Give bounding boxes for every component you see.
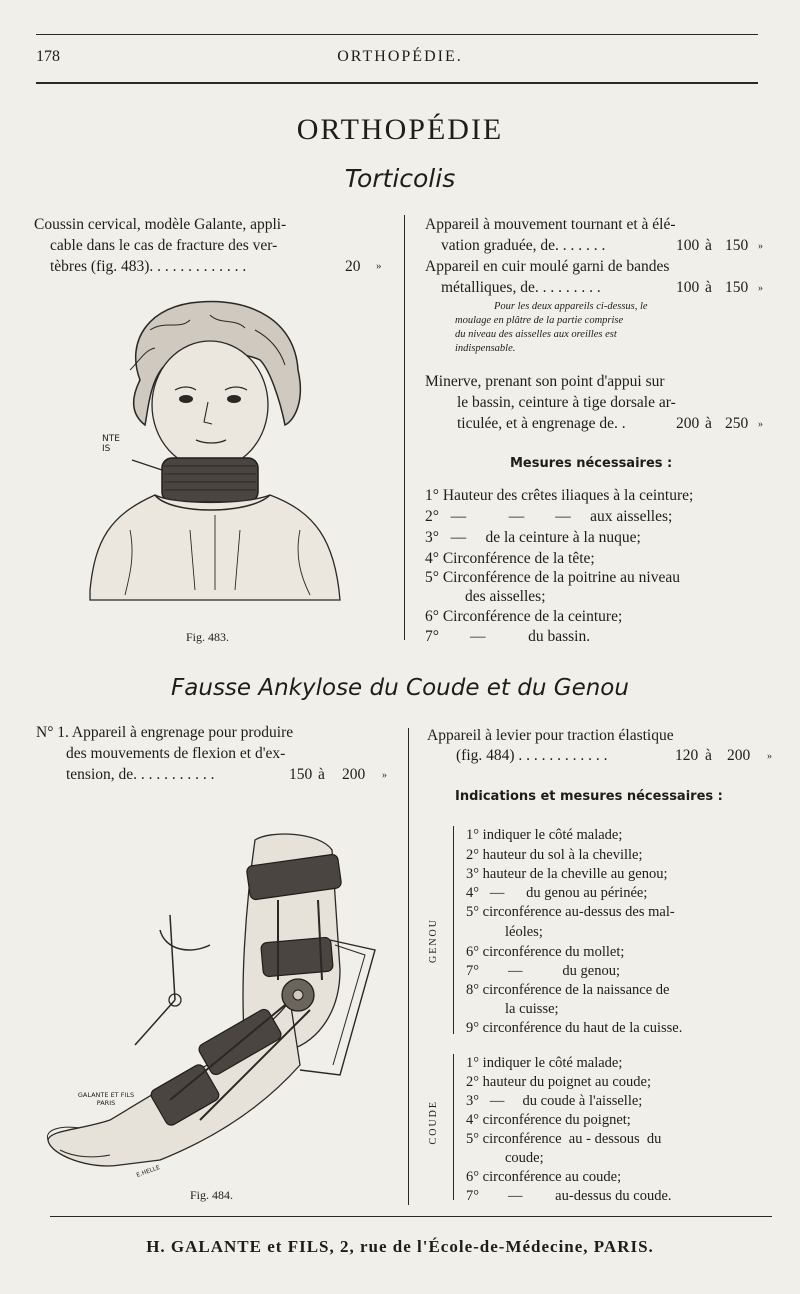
genou-label: GENOU <box>428 918 439 963</box>
coude-line: 5° circonférence au - dessous du <box>466 1131 662 1147</box>
item-line: tèbres (fig. 483). . . . . . . . . . . . . <box>50 258 247 275</box>
price-to: 200 <box>727 747 751 764</box>
price-a: à <box>705 237 712 254</box>
coude-line: 4° circonférence du poignet; <box>466 1112 631 1128</box>
genou-line: 6° circonférence du mollet; <box>466 944 625 960</box>
genou-line: 1° indiquer le côté malade; <box>466 827 623 843</box>
price-from: 100 <box>676 237 700 254</box>
price-to: 150 <box>725 237 749 254</box>
coude-line: 3° — du coude à l'aisselle; <box>466 1093 643 1109</box>
price-to: 150 <box>725 279 749 296</box>
item-line: ticulée, et à engrenage de. . <box>457 415 626 432</box>
item-line: le bassin, ceinture à tige dorsale ar- <box>457 394 676 411</box>
price-unit: » <box>758 419 763 430</box>
measure-line: 6° Circonférence de la ceinture; <box>425 608 623 625</box>
column-divider-bottom <box>408 728 409 1205</box>
note-line: du niveau des aisselles aux oreilles est <box>455 329 617 340</box>
item-price: 20 <box>345 258 361 275</box>
price-a: à <box>705 279 712 296</box>
item-line: des mouvements de flexion et d'ex- <box>66 745 286 762</box>
measure-line: des aisselles; <box>465 588 546 605</box>
price-unit: » <box>758 241 763 252</box>
price-from: 120 <box>675 747 699 764</box>
measures-title: Mesures nécessaires : <box>510 456 673 471</box>
price-unit: » <box>767 751 772 762</box>
coude-line: 6° circonférence au coude; <box>466 1169 622 1185</box>
indications-title: Indications et mesures nécessaires : <box>455 789 723 804</box>
note-line: moulage en plâtre de la partie comprise <box>455 315 624 326</box>
coude-label: COUDE <box>428 1100 439 1145</box>
genou-line: 9° circonférence du haut de la cuisse. <box>466 1020 683 1036</box>
genou-line: 8° circonférence de la naissance de <box>466 982 670 998</box>
price-a: à <box>705 747 712 764</box>
price-to: 200 <box>342 766 366 783</box>
genou-line: 3° hauteur de la cheville au genou; <box>466 866 668 882</box>
header-rule <box>36 82 758 84</box>
measure-line: 7° — du bassin. <box>425 628 591 645</box>
price-unit: » <box>382 770 387 781</box>
measure-line: 5° Circonférence de la poitrine au niveau <box>425 569 680 586</box>
measure-line: 4° Circonférence de la tête; <box>425 550 595 567</box>
item-line: cable dans le cas de fracture des ver- <box>50 237 278 254</box>
column-divider-top <box>404 215 405 640</box>
item-line: Appareil à mouvement tournant et à élé- <box>425 216 676 233</box>
measure-line: 1° Hauteur des crêtes iliaques à la ceinture; <box>425 487 694 504</box>
item-line: vation graduée, de. . . . . . . <box>441 237 606 254</box>
item-line: tension, de. . . . . . . . . . . <box>66 766 215 783</box>
coude-line: 7° — au-dessus du coude. <box>466 1188 672 1204</box>
genou-line: 2° hauteur du sol à la cheville; <box>466 847 643 863</box>
note-line: Pour les deux appareils ci-dessus, le <box>494 301 648 312</box>
genou-line: 7° — du genou; <box>466 963 621 979</box>
maker-line: GALANTE ET FILS <box>77 1091 135 1099</box>
note-line: indispensable. <box>455 343 516 354</box>
item-line: Minerve, prenant son point d'appui sur <box>425 373 665 390</box>
price-to: 250 <box>725 415 749 432</box>
main-title: ORTHOPÉDIE <box>296 113 504 146</box>
coude-line: 2° hauteur du poignet au coude; <box>466 1074 651 1090</box>
page-number: 178 <box>36 48 60 65</box>
figure-483-caption: Fig. 483. <box>186 630 230 644</box>
figure-484-illustration <box>40 820 390 1190</box>
price-unit: » <box>758 283 763 294</box>
price-from: 150 <box>289 766 313 783</box>
maker-line: PARIS <box>96 1099 116 1107</box>
genou-line: 4° — du genou au périnée; <box>466 885 648 901</box>
running-title: ORTHOPÉDIE. <box>337 48 463 65</box>
genou-line: 5° circonférence au-dessus des mal- <box>466 904 675 920</box>
footer-rule <box>50 1216 772 1217</box>
coude-brace <box>453 1054 454 1200</box>
side-text-line: IS <box>102 444 111 454</box>
item-line: N° 1. Appareil à engrenage pour produire <box>36 724 294 741</box>
price-from: 100 <box>676 279 700 296</box>
measure-line: 3° — de la ceinture à la nuque; <box>425 529 641 546</box>
genou-line: la cuisse; <box>505 1001 559 1017</box>
coude-line: 1° indiquer le côté malade; <box>466 1055 623 1071</box>
figure-484-caption: Fig. 484. <box>190 1188 234 1202</box>
genou-brace <box>453 826 454 1034</box>
item-line: (fig. 484) . . . . . . . . . . . . <box>456 747 608 764</box>
header-top-rule <box>36 34 758 35</box>
item-line: Coussin cervical, modèle Galante, appli- <box>34 216 287 233</box>
item-line: Appareil à levier pour traction élastique <box>427 727 674 744</box>
price-from: 200 <box>676 415 700 432</box>
genou-line: léoles; <box>505 924 543 940</box>
item-line: métalliques, de. . . . . . . . . <box>441 279 601 296</box>
section-title-ankylose: Fausse Ankylose du Coude et du Genou <box>171 675 629 701</box>
section-title-torticolis: Torticolis <box>344 164 456 193</box>
price-a: à <box>318 766 325 783</box>
figure-484-maker <box>76 1091 136 1107</box>
figure-483-illustration <box>70 290 360 620</box>
item-price-unit: » <box>376 260 382 272</box>
figure-484-engraver: E.HELLE <box>135 1164 161 1179</box>
side-text-line: NTE <box>102 434 120 444</box>
coude-line: coude; <box>505 1150 544 1166</box>
footer-address: H. GALANTE et FILS, 2, rue de l'École-de-Médecine, PARIS. <box>146 1237 654 1256</box>
item-line: Appareil en cuir moulé garni de bandes <box>425 258 670 275</box>
price-a: à <box>705 415 712 432</box>
figure-483-side-text <box>102 434 120 454</box>
measure-line: 2° — — — aux aisselles; <box>425 508 673 525</box>
